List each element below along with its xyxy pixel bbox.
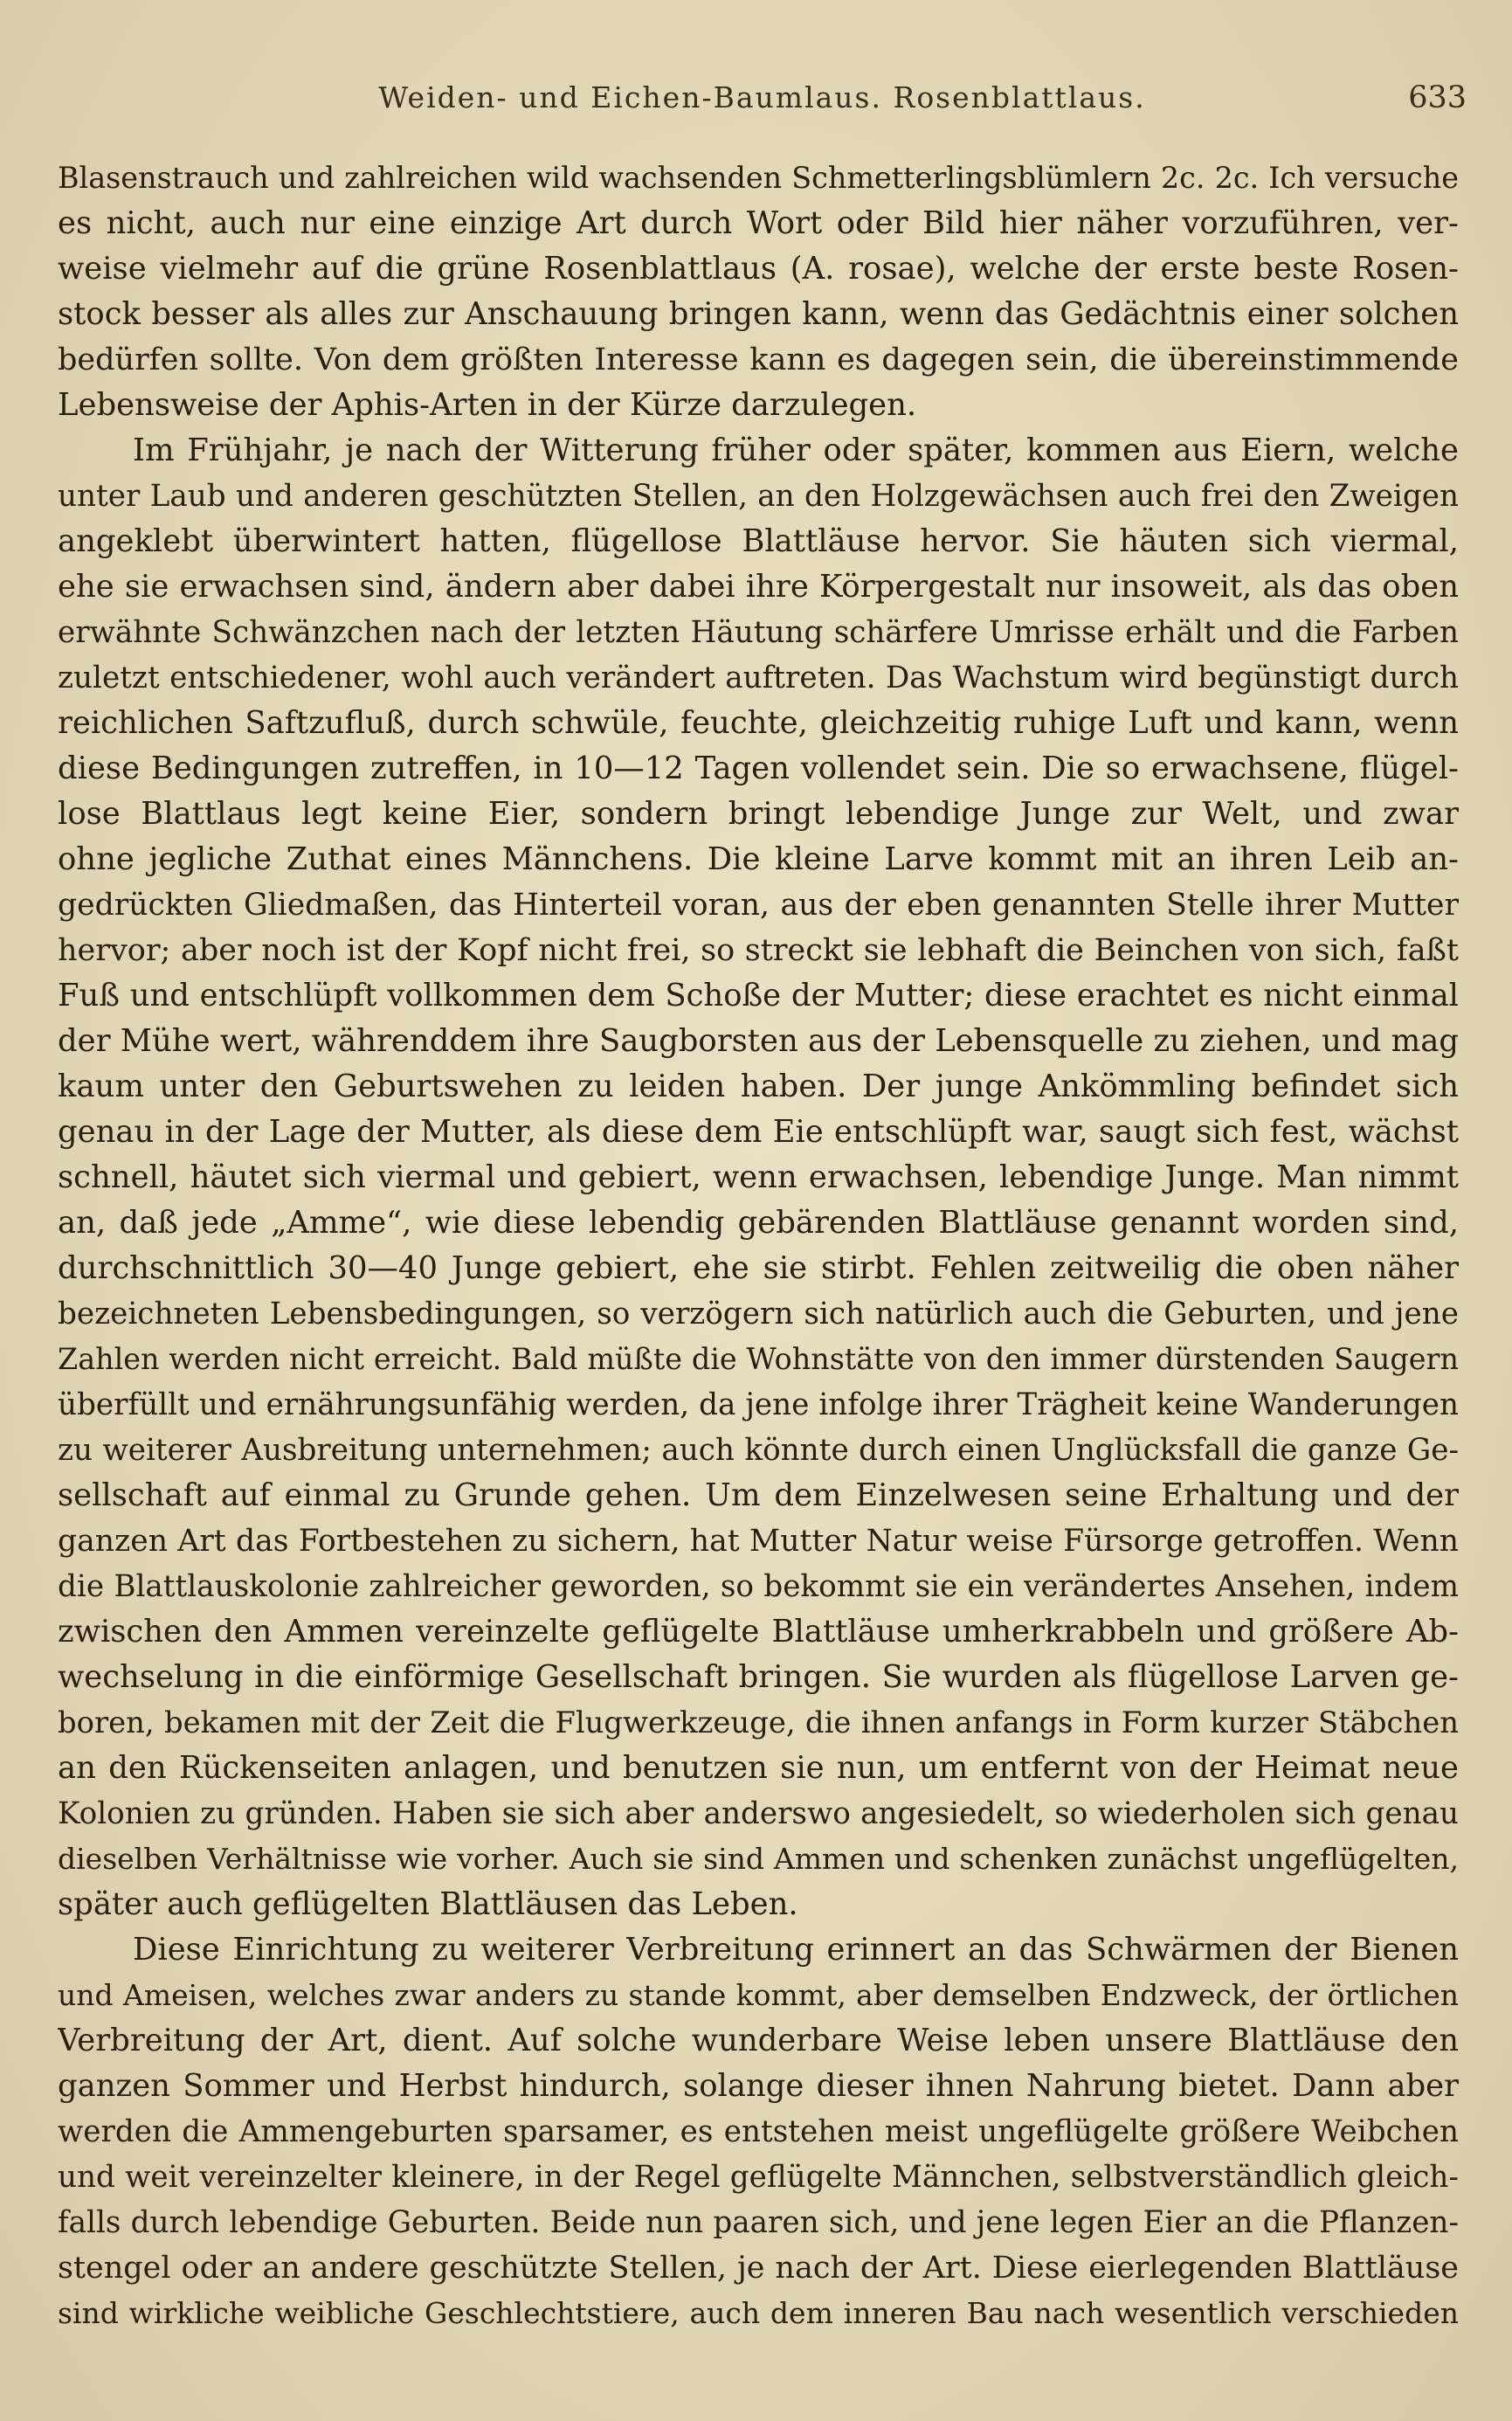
text-line: der Mühe wert, währenddem ihre Saugborsten aus der Lebensquelle zu ziehen, und mag <box>58 1023 1459 1059</box>
text-line: und weit vereinzelter kleinere, in der Regel geflügelte Männchen, selbstverständlich gleich- <box>58 2160 1459 2195</box>
text-line: stock besser als alles zur Anschauung bringen kann, wenn das Gedächtnis einer solchen <box>58 296 1459 332</box>
text-line: Lebensweise der Aphis-Arten in der Kürze darzulegen. <box>58 387 917 423</box>
text-line: ganzen Art das Fortbestehen zu sichern, hat Mutter Natur weise Fürsorge getroffen. Wenn <box>58 1524 1459 1559</box>
text-line: zu weiterer Ausbreitung unternehmen; auch könnte durch einen Unglücksfall die ganze Ge- <box>58 1433 1459 1468</box>
running-title: Weiden- und Eichen-Baumlaus. Rosenblattlaus. <box>378 80 1146 114</box>
text-line: diese Bedingungen zutreffen, in 10—12 Tagen vollendet sein. Die so erwachsene, flügel- <box>58 751 1459 786</box>
text-line: Zahlen werden nicht erreicht. Bald müßte die Wohnstätte von den immer dürstenden Saugern <box>58 1342 1459 1376</box>
text-line: schnell, häutet sich viermal und gebiert, wenn erwachsen, lebendige Junge. Man nimmt <box>58 1159 1459 1195</box>
text-line: sind wirkliche weibliche Geschlechtstiere, auch dem inneren Bau nach wesentlich verschieden <box>58 2296 1459 2330</box>
text-line: wechselung in die einförmige Gesellschaft bringen. Sie wurden als flügellose Larven ge- <box>58 1659 1459 1695</box>
text-line: zwischen den Ammen vereinzelte geflügelte Blattläuse umherkrabbeln und größere Ab- <box>58 1614 1459 1650</box>
text-line: an den Rückenseiten anlagen, und benutzen sie nun, um entfernt von der Heimat neue <box>58 1750 1459 1786</box>
text-line: bedürfen sollte. Von dem größten Interesse kann es dagegen sein, die übereinstimmende <box>58 342 1459 377</box>
text-line: zuletzt entschiedener, wohl auch verändert auftreten. Das Wachstum wird begünstigt durch <box>58 661 1459 695</box>
text-line: angeklebt überwintert hatten, flügellose Blattläuse hervor. Sie häuten sich viermal, <box>58 523 1459 559</box>
text-line: gedrückten Gliedmaßen, das Hinterteil voran, aus der eben genannten Stelle ihrer Mutter <box>58 888 1459 923</box>
body-text <box>58 156 1459 2336</box>
text-line: die Blattlauskolonie zahlreicher geworden, so bekommt sie ein verändertes Ansehen, indem <box>58 1569 1459 1604</box>
text-line: und Ameisen, welches zwar anders zu stande kommt, aber demselben Endzweck, der örtlichen <box>58 1978 1459 2012</box>
text-line: Im Frühjahr, je nach der Witterung früher oder später, kommen aus Eiern, welche <box>133 432 1459 468</box>
text-line: lose Blattlaus legt keine Eier, sondern bringt lebendige Junge zur Welt, und zwar <box>58 796 1459 832</box>
text-line: stengel oder an andere geschützte Stellen, je nach der Art. Diese eierlegenden Blattläuse <box>58 2251 1459 2286</box>
text-line: werden die Ammengeburten sparsamer, es entstehen meist ungeflügelte größere Weibchen <box>58 2114 1459 2149</box>
text-line: kaum unter den Geburtswehen zu leiden haben. Der junge Ankömmling befindet sich <box>58 1069 1459 1104</box>
text-line: es nicht, auch nur eine einzige Art durch Wort oder Bild hier näher vorzuführen, ver- <box>58 205 1459 241</box>
text-line: später auch geflügelten Blattläusen das Leben. <box>58 1886 798 1922</box>
text-line: Kolonien zu gründen. Haben sie sich aber anderswo angesiedelt, so wiederholen sich genau <box>58 1796 1459 1831</box>
text-line: an, daß jede „Amme“, wie diese lebendig gebärenden Blattläuse genannt worden sind, <box>58 1205 1459 1241</box>
text-line: dieselben Verhältnisse wie vorher. Auch sie sind Ammen und schenken zunächst ungeflügelten, <box>58 1842 1459 1876</box>
text-line: sellschaft auf einmal zu Grunde gehen. Um dem Einzelwesen seine Erhaltung und der <box>58 1477 1459 1513</box>
text-line: ohne jegliche Zuthat eines Männchens. Die kleine Larve kommt mit an ihren Leib an- <box>58 841 1459 877</box>
text-line: hervor; aber noch ist der Kopf nicht frei, so streckt sie lebhaft die Beinchen von sich, faßt <box>58 933 1459 968</box>
text-line: erwähnte Schwänzchen nach der letzten Häutung schärfere Umrisse erhält und die Farben <box>58 615 1459 650</box>
text-line: genau in der Lage der Mutter, als diese dem Eie entschlüpft war, saugt sich fest, wächst <box>58 1114 1459 1150</box>
text-line: unter Laub und anderen geschützten Stellen, an den Holzgewächsen auch frei den Zweigen <box>58 479 1459 514</box>
text-line: Blasenstrauch und zahlreichen wild wachsenden Schmetterlingsblümlern 2c. 2c. Ich versuche <box>58 161 1459 195</box>
text-line: durchschnittlich 30—40 Junge gebiert, ehe sie stirbt. Fehlen zeitweilig die oben näher <box>58 1250 1459 1286</box>
text-line: weise vielmehr auf die grüne Rosenblattlaus (A. rosae), welche der erste beste Rosen- <box>58 251 1459 287</box>
text-line: ehe sie erwachsen sind, ändern aber dabei ihre Körpergestalt nur insoweit, als das oben <box>58 569 1459 605</box>
text-line: Verbreitung der Art, dient. Auf solche wunderbare Weise leben unsere Blattläuse den <box>58 2023 1459 2058</box>
text-line: falls durch lebendige Geburten. Beide nun paaren sich, und jene legen Eier an die Pflanzen- <box>58 2205 1459 2240</box>
text-line: Diese Einrichtung zu weiterer Verbreitung erinnert an das Schwärmen der Bienen <box>133 1932 1459 1968</box>
text-line: reichlichen Saftzufluß, durch schwüle, feuchte, gleichzeitig ruhige Luft und kann, wenn <box>58 705 1459 741</box>
text-line: Fuß und entschlüpft vollkommen dem Schoße der Mutter; diese erachtet es nicht einmal <box>58 978 1459 1013</box>
text-line: bezeichneten Lebensbedingungen, so verzögern sich natürlich auch die Geburten, und jene <box>58 1297 1459 1332</box>
page-number: 633 <box>1408 80 1467 115</box>
running-head <box>58 80 1467 124</box>
text-line: überfüllt und ernährungsunfähig werden, da jene infolge ihrer Trägheit keine Wanderungen <box>58 1387 1459 1422</box>
text-line: boren, bekamen mit der Zeit die Flugwerkzeuge, die ihnen anfangs in Form kurzer Stäbchen <box>58 1705 1459 1740</box>
text-line: ganzen Sommer und Herbst hindurch, solange dieser ihnen Nahrung bietet. Dann aber <box>58 2068 1459 2104</box>
